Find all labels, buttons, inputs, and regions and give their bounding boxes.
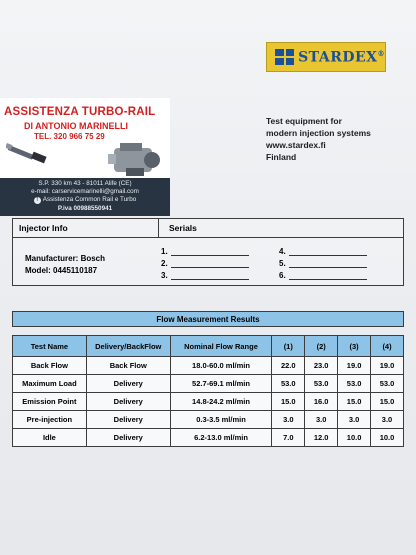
injector-icon (6, 142, 52, 164)
table-cell: Back Flow (13, 357, 87, 375)
table-cell: Emission Point (13, 393, 87, 411)
table-row (13, 375, 404, 393)
injector-info-title: Injector Info (19, 223, 68, 233)
table-cell: 19.0 (338, 357, 371, 375)
serials-title: Serials (169, 223, 197, 233)
table-header-row (13, 336, 404, 357)
serial-line: 3. (161, 271, 249, 280)
table-cell: Delivery (86, 411, 170, 429)
table-cell: 53.0 (371, 375, 404, 393)
col-header: (2) (305, 336, 338, 357)
table-cell: Delivery (86, 375, 170, 393)
sticker-vat: P.iva 00988550941 (57, 205, 113, 212)
table-cell: 7.0 (272, 429, 305, 447)
flow-results-table (12, 335, 404, 447)
serial-line: 6. (279, 271, 367, 280)
table-cell: 53.0 (338, 375, 371, 393)
company-line: Test equipment for (266, 116, 342, 126)
manufacturer-text: Manufacturer: Bosch (25, 254, 106, 263)
sticker-email: e-mail: carservicemarinelli@gmail.com (31, 188, 139, 195)
table-row (13, 357, 404, 375)
sticker-subtitle: DI ANTONIO MARINELLI (24, 121, 128, 131)
col-header: (3) (338, 336, 371, 357)
table-cell: 53.0 (305, 375, 338, 393)
serial-line: 2. (161, 259, 249, 268)
company-line: www.stardex.fi (266, 140, 326, 150)
flow-results-title: Flow Measurement Results (12, 311, 404, 327)
table-cell: 53.0 (272, 375, 305, 393)
company-info (266, 115, 371, 163)
table-cell: 10.0 (338, 429, 371, 447)
table-cell: Delivery (86, 393, 170, 411)
table-cell: 16.0 (305, 393, 338, 411)
table-cell: 0.3-3.5 ml/min (170, 411, 272, 429)
col-header: Test Name (13, 336, 87, 357)
table-cell: 14.8-24.2 ml/min (170, 393, 272, 411)
table-cell: 3.0 (338, 411, 371, 429)
table-row (13, 411, 404, 429)
table-cell: Delivery (86, 429, 170, 447)
service-sticker (0, 98, 170, 216)
flow-results (12, 311, 404, 447)
facebook-icon: f (34, 197, 41, 204)
table-row (13, 393, 404, 411)
table-cell: 22.0 (272, 357, 305, 375)
injector-info-header (13, 219, 403, 238)
sticker-address: S.P. 330 km 43 - 81011 Alife (CE) (38, 180, 132, 187)
table-cell: 52.7-69.1 ml/min (170, 375, 272, 393)
table-cell: 15.0 (272, 393, 305, 411)
table-cell: 3.0 (305, 411, 338, 429)
stardex-logo (266, 42, 386, 72)
table-cell: 3.0 (371, 411, 404, 429)
company-line: modern injection systems (266, 128, 371, 138)
table-cell: 12.0 (305, 429, 338, 447)
table-cell: 10.0 (371, 429, 404, 447)
stardex-cross-icon (275, 49, 294, 65)
serial-line: 4. (279, 247, 367, 256)
table-cell: Idle (13, 429, 87, 447)
col-header: (1) (272, 336, 305, 357)
fuel-pump-icon (104, 140, 164, 178)
table-cell: 6.2-13.0 ml/min (170, 429, 272, 447)
col-header: (4) (371, 336, 404, 357)
serial-line: 1. (161, 247, 249, 256)
table-cell: 15.0 (371, 393, 404, 411)
table-cell: 15.0 (338, 393, 371, 411)
logo-name: STARDEX (298, 49, 378, 66)
registered-mark: ® (377, 48, 385, 58)
table-cell: Back Flow (86, 357, 170, 375)
injector-info-box (12, 218, 404, 286)
model-text: Model: 0445110187 (25, 266, 98, 275)
table-cell: 3.0 (272, 411, 305, 429)
table-cell: Maximum Load (13, 375, 87, 393)
serial-line: 5. (279, 259, 367, 268)
sticker-phone: TEL. 320 966 75 29 (34, 132, 105, 141)
table-cell: 18.0-60.0 ml/min (170, 357, 272, 375)
sticker-facebook: f Assistenza Common Rail e Turbo (0, 196, 170, 204)
company-line: Finland (266, 152, 297, 162)
table-row (13, 429, 404, 447)
sticker-title: ASSISTENZA TURBO-RAIL (4, 106, 156, 118)
col-header: Nominal Flow Range (170, 336, 272, 357)
table-cell: 19.0 (371, 357, 404, 375)
table-cell: 23.0 (305, 357, 338, 375)
col-header: Delivery/BackFlow (86, 336, 170, 357)
table-cell: Pre-injection (13, 411, 87, 429)
